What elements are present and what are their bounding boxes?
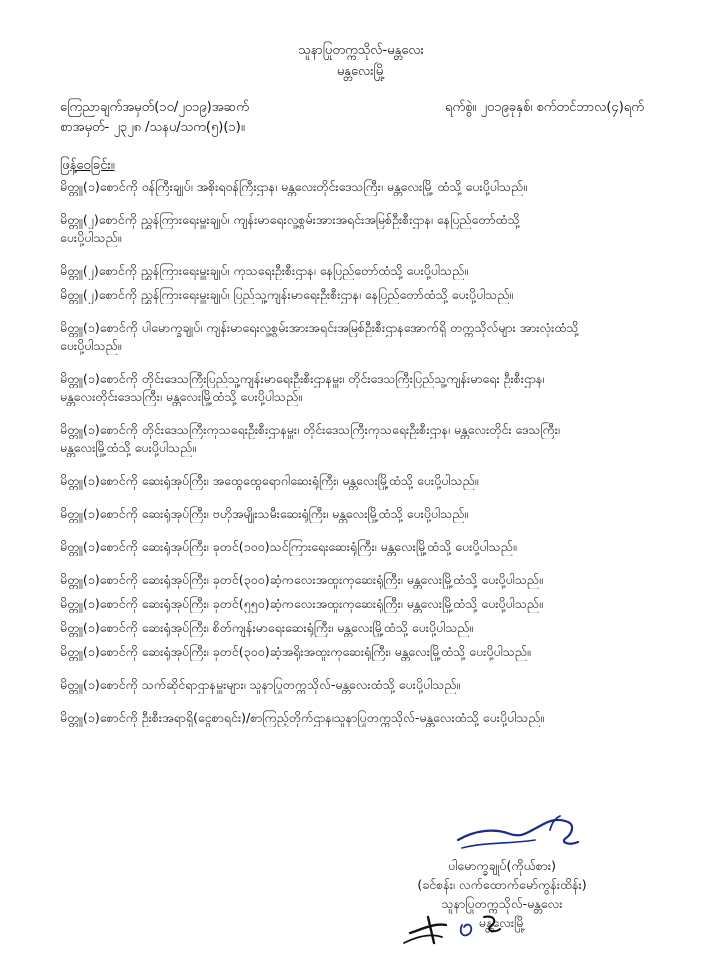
distribution-line: မိတ္တူ(၁)စောင်ကို တိုင်းဒေသကြီးပြည်သူ့ကျန်းမာရေးဦးစီးဌာနမှူး၊ တိုင်းဒေသကြီးပြည်သူ့ကျန်းမာရေး ဦးစီးဌာန၊ <box>60 371 545 386</box>
distribution-line: မိတ္တူ(၁)စောင်ကို ဆေးရုံအုပ်ကြီး၊ အထွေထွေရောဂါဆေးရုံကြီး၊ မန္တလေးမြို့ထံသို့ ပေးပို့ပါသည်။ <box>60 473 479 488</box>
distribution-heading: ဖြန့်ဝေခြင်း။ <box>60 158 115 173</box>
reference-line: ကြေညာချက်အမှတ်(၁၀/၂၀၁၉)အဆက် <box>60 100 249 115</box>
signatory-name: (ခင်စန်း၊ လက်ထောက်မော်ကွန်းထိန်း) <box>417 877 587 892</box>
distribution-line: မိတ္တူ(၁)စောင်ကို တိုင်းဒေသကြီးကုသရေးဦးစီးဌာနမှူး၊ တိုင်းဒေသကြီးကုသရေးဦးစီးဌာန၊ မန္တလေးတိုင်း ဒေသကြီး၊ <box>60 422 560 437</box>
distribution-line: မိတ္တူ(၁)စောင်ကို ဆေးရုံအုပ်ကြီး၊ ခုတင်(၁၀၀)သင်ကြားရေးဆေးရုံကြီး၊ မန္တလေးမြို့ထံသို့ ပေးပို့ပါသည်။ <box>60 539 517 554</box>
distribution-line: မိတ္တူ(၂)စောင်ကို ညွှန်ကြားရေးမှူးချုပ်၊ ပြည်သူ့ကျန်းမာရေးဦးစီးဌာန၊ နေပြည်တော်ထံသို့ ပေးပို့ပါသည်။ <box>60 287 514 302</box>
signatory-office: သူနာပြုတက္ကသိုလ်-မန္တလေး <box>441 896 563 911</box>
distribution-line: မိတ္တူ(၁)စောင်ကို ဆေးရုံအုပ်ကြီး၊ စိတ်ကျန်းမာရေးဆေးရုံကြီး၊ မန္တလေးမြို့ထံသို့ ပေးပို့ပါသည်။ <box>60 620 474 635</box>
distribution-line: ပေးပို့ပါသည်။ <box>60 338 122 353</box>
file-number: စာအမှတ်- ၂၃၂၈ /သနပ/သက(၅)(၁)။ <box>60 120 245 135</box>
handwritten-signature <box>400 812 620 862</box>
distribution-line: မိတ္တူ(၁)စောင်ကို ဆေးရုံအုပ်ကြီး၊ ဗဟိုအမျိုးသမီးဆေးရုံကြီး၊ မန္တလေးမြို့ထံသို့ ပေးပို့ပါသည်။ <box>60 506 469 521</box>
distribution-line: မိတ္တူ(၂)စောင်ကို ညွှန်ကြားရေးမှူးချုပ်၊ ကုသရေးဦးစီးဌာန၊ နေပြည်တော်ထံသို့ ပေးပို့ပါသည်။ <box>60 263 468 278</box>
signatory-title: ပါမောက္ခချုပ်(ကိုယ်စား) <box>448 858 556 873</box>
signatory-city: မန္တလေးမြို့ <box>478 915 526 930</box>
distribution-list <box>60 178 700 727</box>
distribution-line: မိတ္တူ(၁)စောင်ကို ဆေးရုံအုပ်ကြီး၊ ခုတင်(၃၀၀)ဆံ့ကလေးအထူးကုဆေးရုံကြီး၊ မန္တလေးမြို့ထံသို့ ပေးပို့ပါသည်။ <box>60 572 543 587</box>
letterhead-city: မန္တလေးမြို့ <box>336 64 386 79</box>
letter-date: ရက်စွဲ။ ၂၀၁၉ခုနှစ်၊ စက်တင်ဘာလ(၄)ရက် <box>444 100 644 115</box>
distribution-line: မိတ္တူ(၁)စောင်ကို သက်ဆိုင်ရာဌာနမှူးများ၊ သူနာပြုတက္ကသိုလ်-မန္တလေးထံသို့ ပေးပို့ပါသည်။ <box>60 677 461 692</box>
distribution-line: မိတ္တူ(၁)စောင်ကို ဦးစီးအရာရှိ(ငွေစာရင်း)/စာကြည့်တိုက်ဌာန၊သူနာပြုတက္ကသိုလ်-မန္တလေးထံသို့ ပေးပို့ပါသည်။ <box>60 710 545 725</box>
letterhead-office: သူနာပြုတက္ကသိုလ်-မန္တလေး <box>298 43 424 58</box>
distribution-line: မိတ္တူ(၂)စောင်ကို ညွှန်ကြားရေးမှူးချုပ်၊ ကျန်းမာရေးလူ့စွမ်းအားအရင်းအမြစ်ဦးစီးဌာန၊ နေပြည်တော်ထံသို့ <box>60 212 520 227</box>
distribution-line: ပေးပို့ပါသည်။ <box>60 230 122 245</box>
distribution-line: မိတ္တူ(၁)စောင်ကို ဆေးရုံအုပ်ကြီး၊ ခုတင်(၅၅၀)ဆံ့ကလေးအထူးကုဆေးရုံကြီး၊ မန္တလေးမြို့ထံသို့ ပေးပို့ပါသည်။ <box>60 596 543 611</box>
distribution-line: မန္တလေးတိုင်းဒေသကြီး၊ မန္တလေးမြို့ထံသို့ ပေးပို့ပါသည်။ <box>60 389 302 404</box>
distribution-line: မိတ္တူ(၁)စောင်ကို ဆေးရုံအုပ်ကြီး၊ ခုတင်(၃၀၀)ဆံ့အရိုးအထူးကုဆေးရုံကြီး၊ မန္တလေးမြို့ထံသို့ ပေးပို့ပါသည်။ <box>60 644 531 659</box>
distribution-line: မိတ္တူ(၁)စောင်ကို ဝန်ကြီးချုပ်၊ အစိုးရဝန်ကြီးဌာန၊ မန္တလေးတိုင်းဒေသကြီး၊ မန္တလေးမြို့ ထံသို့ ပေးပို့ပါသည်။ <box>60 179 527 194</box>
distribution-line: မန္တလေးမြို့ထံသို့ ပေးပို့ပါသည်။ <box>60 440 197 455</box>
distribution-line: မိတ္တူ(၁)စောင်ကို ပါမောက္ခချုပ်၊ ကျန်းမာရေးလူ့စွမ်းအားအရင်းအမြစ်ဦးစီးဌာနအောက်ရှိ တက္ကသိုလ်များ အားလုံးထံသို့ <box>60 320 579 335</box>
initials-signature <box>400 903 510 951</box>
